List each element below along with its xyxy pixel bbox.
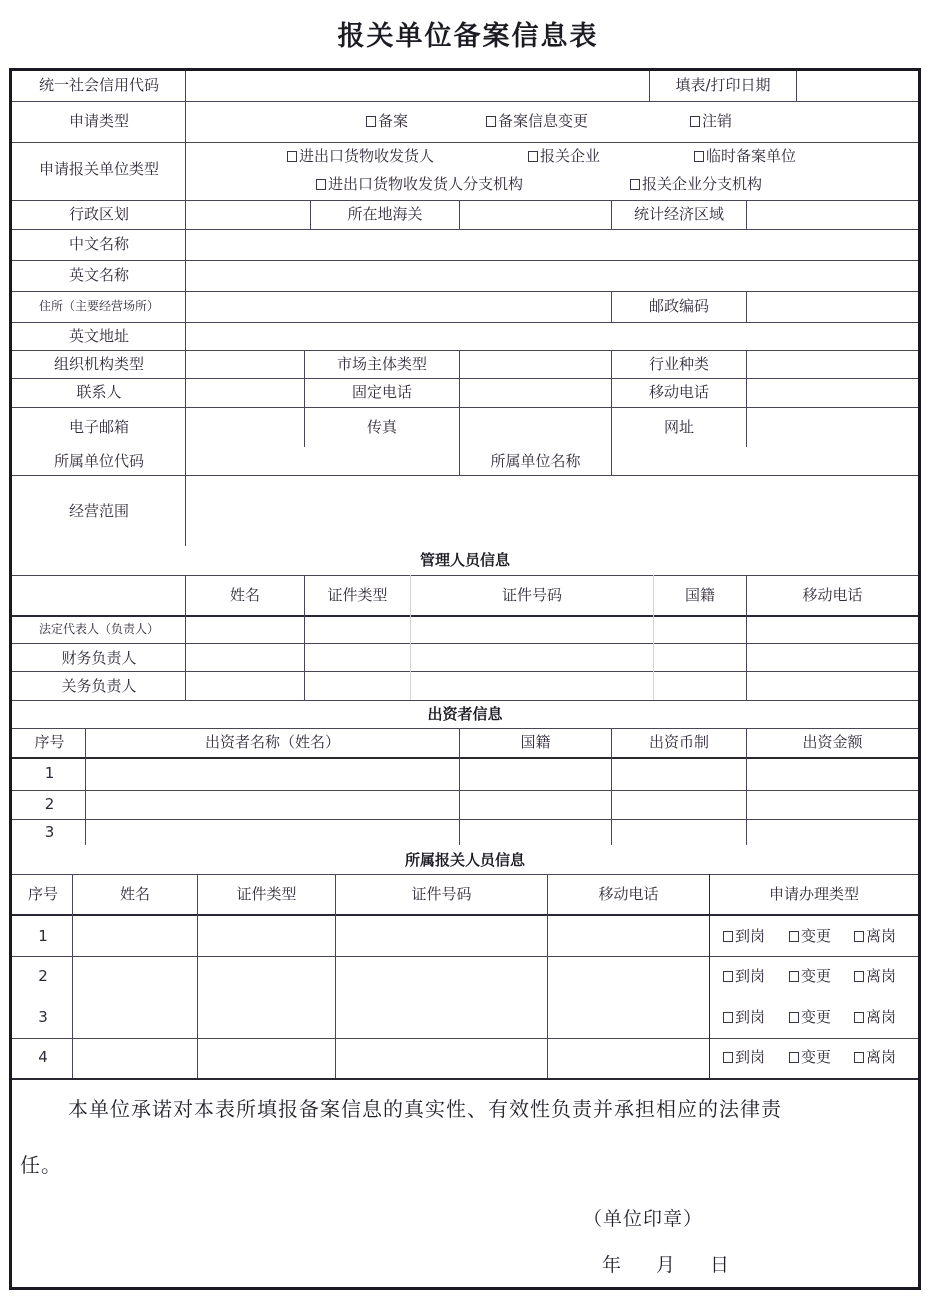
- mobile-label: 移动电话: [648, 383, 709, 401]
- checkbox-icon[interactable]: [287, 151, 297, 162]
- row-divider: [12, 200, 918, 201]
- apply-type-option-change[interactable]: 备案信息变更: [486, 114, 588, 129]
- staff-3-leave[interactable]: 离岗: [854, 1010, 896, 1025]
- mgmt-header-id-number: 证件号码: [501, 586, 562, 604]
- staff-header-id-number: 证件号码: [411, 885, 472, 903]
- parent-name-label: 所属单位名称: [490, 452, 581, 470]
- staff-row-index: 2: [38, 967, 48, 985]
- seal-label: （单位印章）: [583, 1208, 704, 1230]
- pledge-text-line1: 本单位承诺对本表所填报备案信息的真实性、有效性负责并承担相应的法律责: [68, 1097, 782, 1121]
- unit-type-option-temporary[interactable]: 临时备案单位: [694, 149, 796, 164]
- mgmt-header-id-type: 证件类型: [327, 586, 388, 604]
- credit-code-input[interactable]: [187, 72, 647, 100]
- col-divider: [709, 874, 710, 1078]
- checkbox-icon[interactable]: [854, 1052, 864, 1063]
- checkbox-icon[interactable]: [630, 179, 640, 190]
- staff-header-id-type: 证件类型: [236, 885, 297, 903]
- row-divider: [12, 1038, 918, 1039]
- row-divider: [12, 350, 918, 351]
- staff-2-leave[interactable]: 离岗: [854, 969, 896, 984]
- inv-row-index: 3: [44, 823, 55, 841]
- staff-2-change[interactable]: 变更: [789, 969, 831, 984]
- row-divider: [12, 757, 918, 759]
- contact-label: 联系人: [76, 383, 122, 401]
- checkbox-icon[interactable]: [789, 1012, 799, 1023]
- row-divider: [12, 260, 918, 261]
- checkbox-icon[interactable]: [690, 116, 700, 127]
- staff-row-index: 3: [38, 1008, 48, 1026]
- unit-type-option-broker-branch[interactable]: 报关企业分支机构: [630, 177, 762, 192]
- fill-date-input[interactable]: [798, 72, 916, 100]
- staff-row-index: 4: [38, 1048, 48, 1066]
- mgmt-row-legal-rep: 法定代表人（负责人）: [38, 622, 159, 636]
- mgmt-row-finance: 财务负责人: [61, 649, 137, 667]
- row-divider: [12, 819, 918, 820]
- col-divider: [796, 71, 797, 101]
- staff-header-name: 姓名: [119, 885, 150, 903]
- col-divider: [197, 874, 198, 1078]
- row-divider: [12, 407, 918, 408]
- row-divider: [12, 229, 918, 230]
- checkbox-icon[interactable]: [789, 931, 799, 942]
- col-divider: [547, 874, 548, 1078]
- address-label: 住所（主要经营场所）: [38, 299, 159, 313]
- checkbox-icon[interactable]: [366, 116, 376, 127]
- staff-header-index: 序号: [27, 885, 58, 903]
- checkbox-icon[interactable]: [854, 1012, 864, 1023]
- staff-1-change[interactable]: 变更: [789, 929, 831, 944]
- row-divider: [12, 291, 918, 292]
- unit-type-option-broker[interactable]: 报关企业: [528, 149, 600, 164]
- row-divider: [12, 728, 918, 729]
- landline-label: 固定电话: [351, 383, 412, 401]
- checkbox-icon[interactable]: [723, 1012, 733, 1023]
- staff-row-index: 1: [38, 927, 48, 945]
- col-divider: [746, 350, 747, 447]
- inv-row-index: 2: [44, 795, 55, 813]
- checkbox-icon[interactable]: [528, 151, 538, 162]
- market-type-label: 市场主体类型: [336, 355, 427, 373]
- postal-code-label: 邮政编码: [648, 297, 709, 315]
- staff-section-title: 所属报关人员信息: [404, 851, 525, 869]
- inv-row-index: 1: [44, 764, 55, 782]
- email-label: 电子邮箱: [68, 418, 129, 436]
- row-divider: [12, 475, 918, 476]
- staff-3-change[interactable]: 变更: [789, 1010, 831, 1025]
- mgmt-row-customs: 关务负责人: [61, 677, 137, 695]
- management-section-title: 管理人员信息: [419, 551, 510, 569]
- checkbox-icon[interactable]: [316, 179, 326, 190]
- checkbox-icon[interactable]: [694, 151, 704, 162]
- row-divider: [12, 874, 918, 875]
- col-divider: [335, 874, 336, 1078]
- parent-code-label: 所属单位代码: [53, 452, 144, 470]
- en-address-label: 英文地址: [68, 327, 129, 345]
- credit-code-label: 统一社会信用代码: [38, 76, 159, 94]
- row-divider: [12, 101, 918, 102]
- col-divider: [185, 71, 186, 546]
- cn-name-label: 中文名称: [68, 235, 129, 253]
- apply-type-label: 申请类型: [68, 112, 129, 130]
- staff-3-onboard[interactable]: 到岗: [723, 1010, 765, 1025]
- row-divider: [12, 615, 918, 617]
- org-type-label: 组织机构类型: [53, 355, 144, 373]
- col-divider: [72, 874, 73, 1078]
- staff-2-onboard[interactable]: 到岗: [723, 969, 765, 984]
- checkbox-icon[interactable]: [486, 116, 496, 127]
- row-divider: [12, 700, 918, 701]
- row-divider: [12, 671, 918, 672]
- row-divider: [12, 914, 918, 916]
- col-divider: [746, 200, 747, 229]
- checkbox-icon[interactable]: [789, 1052, 799, 1063]
- staff-1-onboard[interactable]: 到岗: [723, 929, 765, 944]
- checkbox-icon[interactable]: [854, 971, 864, 982]
- mgmt-header-name: 姓名: [229, 586, 260, 604]
- checkbox-icon[interactable]: [723, 971, 733, 982]
- fill-date-label: 填表/打印日期: [675, 76, 771, 94]
- checkbox-icon[interactable]: [789, 971, 799, 982]
- date-label: 年 月 日: [602, 1254, 738, 1276]
- staff-4-leave[interactable]: 离岗: [854, 1050, 896, 1065]
- checkbox-icon[interactable]: [723, 1052, 733, 1063]
- row-divider: [12, 790, 918, 791]
- row-divider: [12, 322, 918, 323]
- inv-header-name: 出资者名称（姓名）: [204, 733, 340, 751]
- mgmt-header-nationality: 国籍: [684, 586, 715, 604]
- investors-section-title: 出资者信息: [427, 705, 503, 723]
- inv-header-amount: 出资金额: [802, 733, 863, 751]
- website-label: 网址: [663, 418, 694, 436]
- unit-type-label: 申请报关单位类型: [38, 160, 159, 178]
- unit-type-option-consignee-branch[interactable]: 进出口货物收发货人分支机构: [316, 177, 523, 192]
- inv-header-index: 序号: [34, 733, 65, 751]
- mgmt-header-mobile: 移动电话: [802, 586, 863, 604]
- unit-type-option-consignee[interactable]: 进出口货物收发货人: [287, 149, 434, 164]
- staff-header-mobile: 移动电话: [598, 885, 659, 903]
- staff-header-apply-type: 申请办理类型: [768, 885, 859, 903]
- row-divider: [12, 643, 918, 644]
- staff-1-leave[interactable]: 离岗: [854, 929, 896, 944]
- admin-region-label: 行政区划: [68, 205, 129, 223]
- inv-header-currency: 出资币制: [648, 733, 709, 751]
- apply-type-option-cancel[interactable]: 注销: [690, 114, 732, 129]
- inv-header-nationality: 国籍: [520, 733, 551, 751]
- customs-label: 所在地海关: [347, 205, 423, 223]
- row-divider: [12, 142, 918, 143]
- staff-4-onboard[interactable]: 到岗: [723, 1050, 765, 1065]
- col-divider: [459, 200, 460, 229]
- row-divider: [12, 1078, 918, 1080]
- pledge-text-line2: 任。: [20, 1153, 62, 1177]
- staff-4-change[interactable]: 变更: [789, 1050, 831, 1065]
- industry-label: 行业种类: [648, 355, 709, 373]
- col-divider: [746, 291, 747, 322]
- en-name-label: 英文名称: [68, 266, 129, 284]
- row-divider: [12, 575, 918, 576]
- econ-zone-label: 统计经济区域: [633, 205, 724, 223]
- row-divider: [12, 956, 918, 957]
- apply-type-option-filing[interactable]: 备案: [366, 114, 408, 129]
- row-divider: [12, 378, 918, 379]
- business-scope-label: 经营范围: [68, 502, 129, 520]
- checkbox-icon[interactable]: [723, 931, 733, 942]
- form-title: 报关单位备案信息表: [337, 21, 599, 52]
- checkbox-icon[interactable]: [854, 931, 864, 942]
- fax-label: 传真: [366, 418, 397, 436]
